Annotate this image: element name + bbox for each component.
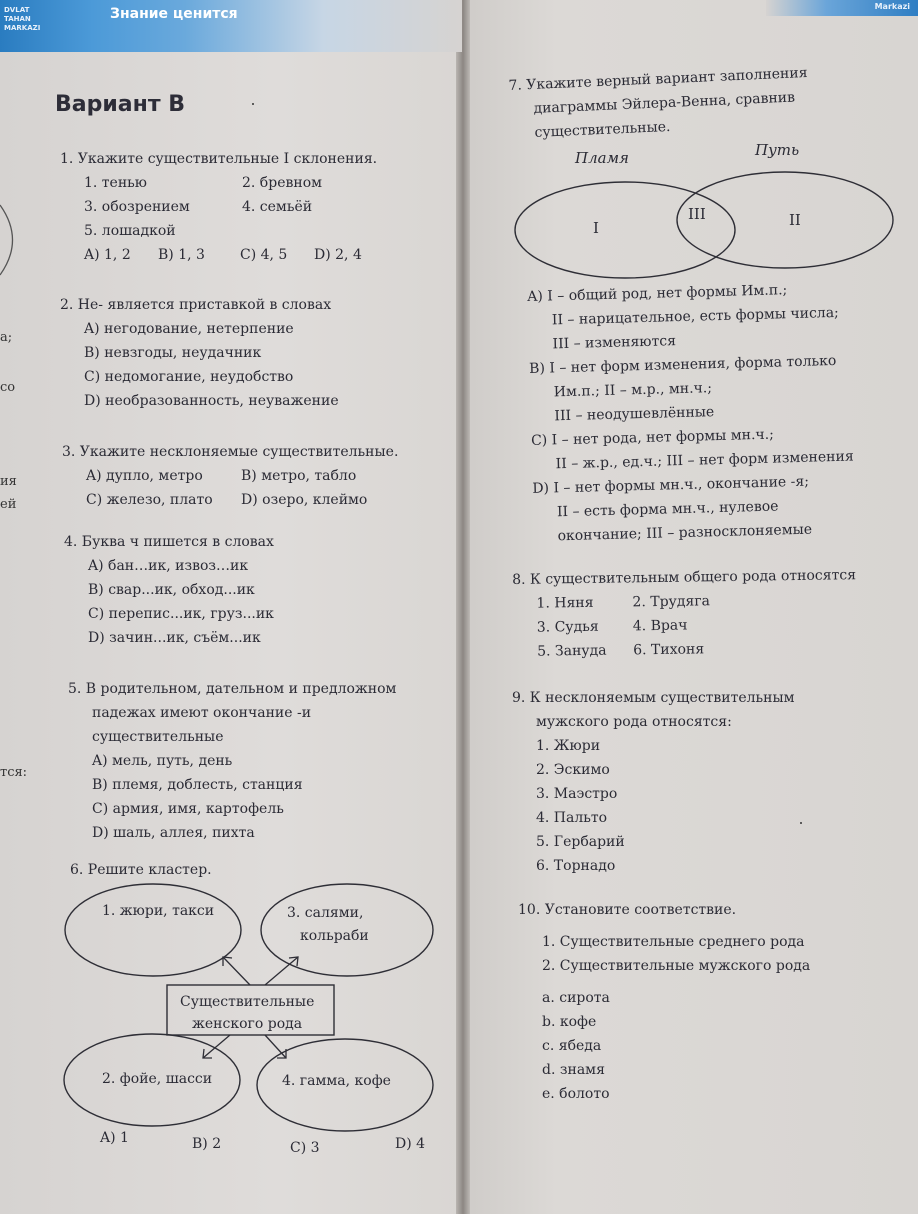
venn-left-circle — [515, 182, 735, 278]
question-2 — [60, 293, 339, 413]
option: 5. Зануда — [537, 642, 607, 660]
option: A) мель, путь, день — [92, 753, 233, 769]
brand-right: Markazi — [874, 2, 910, 11]
question-text: 9. К несклоняемым существительным — [512, 690, 795, 706]
question-text: 7. Укажите верный вариант заполнения — [508, 64, 808, 94]
question-8 — [512, 563, 857, 664]
question-7 — [508, 61, 810, 146]
question-5 — [68, 677, 396, 845]
option: D) шаль, аллея, пихта — [92, 825, 255, 841]
question-7-options — [527, 277, 856, 549]
match-option: a. сирота — [542, 990, 610, 1006]
option: B) племя, доблесть, станция — [92, 777, 303, 793]
edge-fragment: а; — [0, 330, 13, 345]
option: 5. лошадкой — [84, 223, 176, 239]
question-text: 8. К существительным общего рода относятся — [512, 567, 857, 588]
answer: A) 1 — [100, 1130, 129, 1146]
header-title: Знание ценится — [110, 6, 238, 22]
arrow-4 — [265, 1035, 286, 1058]
match-item: 1. Существительные среднего рода — [542, 934, 805, 950]
option: II – нарицательное, есть формы числа; — [551, 304, 839, 329]
option: B) I – нет форм изменения, форма только — [528, 352, 837, 377]
venn-diagram — [505, 135, 900, 280]
question-text: 3. Укажите несклоняемые существительные. — [62, 444, 399, 460]
option: D) необразованность, неуважение — [84, 393, 339, 409]
venn-region-1: I — [593, 219, 599, 237]
ellipse-1-text: 1. жюри, такси — [102, 903, 215, 919]
option: D) озеро, клеймо — [241, 492, 368, 508]
question-text: 5. В родительном, дательном и предложном — [68, 681, 397, 697]
cluster-diagram — [60, 880, 450, 1180]
speck — [800, 822, 802, 824]
option: C) недомогание, неудобство — [84, 369, 294, 385]
option: A) дупло, метро — [86, 468, 203, 484]
option: 3. Маэстро — [536, 786, 618, 802]
question-text: 6. Решите кластер. — [70, 862, 212, 878]
question-text: 4. Буква ч пишется в словах — [64, 534, 274, 550]
question-10 — [518, 898, 810, 1106]
answer: B) 1, 3 — [158, 247, 205, 263]
match-item: 2. Существительные мужского рода — [542, 958, 811, 974]
option: 5. Гербарий — [536, 834, 625, 850]
match-option: c. ябеда — [542, 1038, 602, 1054]
option: III – изменяются — [552, 333, 677, 353]
arrow-3 — [265, 957, 298, 985]
option: A) негодование, нетерпение — [84, 321, 294, 337]
option: Им.п.; II – м.р., мн.ч.; — [553, 380, 713, 401]
venn-region-2: II — [789, 211, 801, 229]
question-text: 1. Укажите существительные I склонения. — [60, 151, 378, 167]
brand-logo-text: DVLAT TAHAN MARKAZI — [4, 6, 41, 32]
option: 6. Торнадо — [536, 858, 616, 874]
ellipse-2-text: 2. фойе, шасси — [102, 1071, 213, 1087]
option: C) железо, плато — [86, 492, 213, 508]
option: C) I – нет рода, нет формы мн.ч.; — [530, 426, 775, 449]
edge-fragment: ей — [0, 497, 17, 512]
answer: D) 2, 4 — [314, 247, 362, 263]
question-4 — [64, 530, 274, 650]
venn-region-3: III — [688, 205, 706, 223]
option: A) бан…ик, извоз…ик — [88, 558, 249, 574]
book-gutter — [456, 0, 470, 1214]
option: 1. Няня — [536, 594, 594, 612]
option: C) перепис...ик, груз...ик — [88, 606, 274, 622]
option: B) метро, табло — [241, 468, 357, 484]
option: III – неодушевлённые — [554, 404, 715, 425]
question-text: мужского рода относятся: — [536, 714, 732, 730]
option: D) I – нет формы мн.ч., окончание -я; — [532, 473, 810, 497]
question-text: существительные. — [534, 118, 671, 141]
option: 2. Трудяга — [632, 593, 711, 611]
answer: D) 4 — [395, 1136, 426, 1152]
option: 2. Эскимо — [536, 762, 610, 778]
option: A) I – общий род, нет формы Им.п.; — [527, 282, 788, 305]
header-bar — [0, 0, 462, 52]
ellipse-3-text: кольраби — [300, 928, 369, 944]
ellipse-1 — [65, 884, 241, 976]
question-6 — [70, 858, 212, 882]
option: II – ж.р., ед.ч.; III – нет форм изменения — [555, 448, 854, 473]
question-9 — [512, 686, 795, 878]
match-option: d. знамя — [542, 1062, 605, 1078]
venn-right-label: Путь — [755, 141, 800, 159]
question-text: 10. Установите соответствие. — [518, 902, 737, 918]
answer: A) 1, 2 — [84, 247, 131, 263]
question-3 — [62, 440, 398, 512]
option: окончание; III – разносклоняемые — [557, 521, 813, 545]
option: 3. обозрением — [84, 199, 190, 215]
variant-title: Вариант В — [55, 92, 186, 117]
match-option: e. болото — [542, 1086, 610, 1102]
header-bar-right — [766, 0, 918, 16]
center-box-text: женского рода — [192, 1016, 303, 1032]
option: 6. Тихоня — [633, 641, 705, 659]
option: 1. тенью — [84, 175, 147, 191]
option: II – есть форма мн.ч., нулевое — [556, 498, 779, 521]
option: B) невзгоды, неудачник — [84, 345, 262, 361]
venn-right-circle — [677, 172, 893, 268]
center-box-text: Существительные — [180, 994, 315, 1010]
question-text: падежах имеют окончание -и — [92, 705, 312, 721]
option: 4. Врач — [632, 617, 688, 635]
speck — [252, 103, 254, 105]
question-1 — [60, 147, 377, 267]
option: 4. Пальто — [536, 810, 608, 826]
option: 3. Судья — [536, 618, 599, 636]
arrow-1 — [223, 957, 250, 985]
option: B) свар...ик, обход...ик — [88, 582, 255, 598]
edge-arc — [0, 200, 30, 280]
question-text: существительные — [92, 729, 224, 745]
option: 1. Жюри — [536, 738, 601, 754]
option: 4. семьёй — [242, 199, 313, 215]
option: D) зачин...ик, съём...ик — [88, 630, 261, 646]
edge-fragment: тся: — [0, 765, 28, 780]
question-text: диаграммы Эйлера-Венна, сравнив — [533, 89, 796, 117]
answer: C) 4, 5 — [240, 247, 288, 263]
ellipse-3-text: 3. салями, — [287, 905, 364, 921]
option: 2. бревном — [242, 175, 323, 191]
question-text: 2. Не- является приставкой в словах — [60, 297, 332, 313]
venn-left-label: Пламя — [575, 149, 629, 167]
edge-fragment: ия — [0, 474, 17, 489]
answer: B) 2 — [192, 1136, 222, 1152]
match-option: b. кофе — [542, 1014, 597, 1030]
edge-fragment: со — [0, 380, 16, 395]
option: C) армия, имя, картофель — [92, 801, 284, 817]
ellipse-4-text: 4. гамма, кофе — [282, 1073, 391, 1089]
answer: C) 3 — [290, 1140, 320, 1156]
